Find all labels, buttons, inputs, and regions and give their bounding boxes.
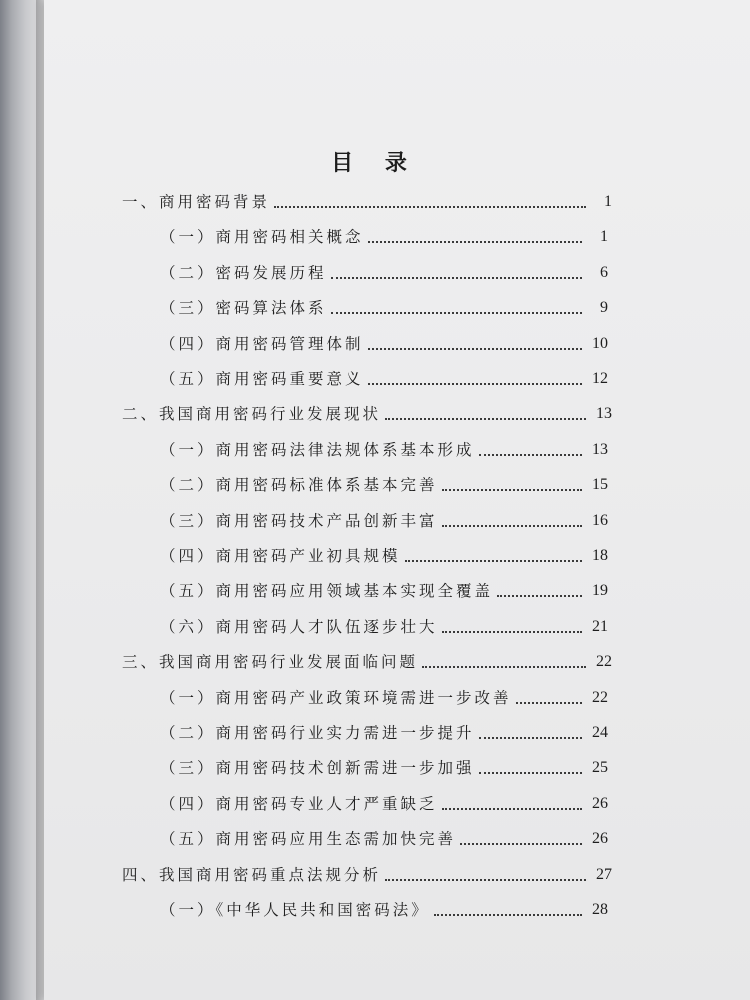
toc-page-number: 1 xyxy=(600,228,608,245)
toc-entry xyxy=(160,334,608,354)
toc-entry-label: （四）商用密码产业初具规模 xyxy=(160,547,401,565)
toc-entry-label: 一、商用密码背景 xyxy=(122,193,271,211)
toc-page-number: 24 xyxy=(592,724,608,741)
dot-leader xyxy=(497,595,582,597)
dot-leader xyxy=(368,383,582,385)
toc-entry-label: （四）商用密码专业人才严重缺乏 xyxy=(160,795,438,813)
toc-page-number: 13 xyxy=(592,441,608,458)
toc-page-number: 18 xyxy=(592,547,608,564)
dot-leader xyxy=(385,418,586,420)
toc-entry xyxy=(160,758,608,778)
dot-leader xyxy=(442,489,582,491)
dot-leader xyxy=(434,914,582,916)
toc-entry xyxy=(160,829,608,849)
toc-page-number: 27 xyxy=(596,866,612,883)
dot-leader xyxy=(368,348,582,350)
toc-entry-label: （一）商用密码法律法规体系基本形成 xyxy=(160,441,475,459)
toc-entry xyxy=(160,617,608,637)
toc-entry xyxy=(160,723,608,743)
toc-entry xyxy=(160,369,608,389)
toc-entry-label: 四、我国商用密码重点法规分析 xyxy=(122,866,382,884)
toc-entry-label: （二）商用密码行业实力需进一步提升 xyxy=(160,724,475,742)
toc-entry-label: （三）商用密码技术产品创新丰富 xyxy=(160,512,438,530)
dot-leader xyxy=(368,241,582,243)
toc-entry xyxy=(160,546,608,566)
dot-leader xyxy=(479,454,582,456)
toc-entry xyxy=(160,511,608,531)
toc-entry-label: （二）密码发展历程 xyxy=(160,264,327,282)
toc-entry-label: （五）商用密码应用领域基本实现全覆盖 xyxy=(160,582,494,600)
dot-leader xyxy=(331,312,582,314)
dot-leader xyxy=(460,843,582,845)
toc-page-number: 12 xyxy=(592,370,608,387)
toc-entry-label: （六）商用密码人才队伍逐步壮大 xyxy=(160,618,438,636)
toc-entry xyxy=(122,865,612,885)
toc-entry xyxy=(160,440,608,460)
toc-entry-label: （二）商用密码标准体系基本完善 xyxy=(160,476,438,494)
toc-entry xyxy=(160,581,608,601)
toc-entry-label: （三）密码算法体系 xyxy=(160,299,327,317)
toc-page-number: 1 xyxy=(604,193,612,210)
toc-entry xyxy=(160,688,608,708)
toc-entry xyxy=(122,652,612,672)
toc-entry-label: （一）《中华人民共和国密码法》 xyxy=(160,901,430,919)
dot-leader xyxy=(479,737,582,739)
toc-entry xyxy=(160,794,608,814)
toc-page-number: 9 xyxy=(600,299,608,316)
toc-entry xyxy=(160,475,608,495)
toc-page-number: 15 xyxy=(592,476,608,493)
toc-page-number: 22 xyxy=(596,653,612,670)
dot-leader xyxy=(516,702,582,704)
dot-leader xyxy=(442,808,582,810)
toc-page-number: 22 xyxy=(592,689,608,706)
toc-entry-label: （四）商用密码管理体制 xyxy=(160,335,364,353)
toc-page-number: 26 xyxy=(592,830,608,847)
toc-entry-label: （五）商用密码应用生态需加快完善 xyxy=(160,830,457,848)
toc-page-number: 28 xyxy=(592,901,608,918)
dot-leader xyxy=(331,277,582,279)
toc-entry-label: 二、我国商用密码行业发展现状 xyxy=(122,405,382,423)
toc-entry-label: （一）商用密码相关概念 xyxy=(160,228,364,246)
toc-page-number: 26 xyxy=(592,795,608,812)
toc-entry-label: （一）商用密码产业政策环境需进一步改善 xyxy=(160,689,512,707)
toc-title: 目 录 xyxy=(331,151,419,176)
toc-entry xyxy=(160,263,608,283)
toc-page-number: 10 xyxy=(592,335,608,352)
toc-entry xyxy=(160,298,608,318)
toc-entry xyxy=(122,404,612,424)
toc-page-number: 13 xyxy=(596,405,612,422)
dot-leader xyxy=(479,772,582,774)
toc-entry xyxy=(160,900,608,920)
toc-entry xyxy=(122,192,612,212)
toc-entry-label: （三）商用密码技术创新需进一步加强 xyxy=(160,759,475,777)
toc-page-number: 6 xyxy=(600,264,608,281)
dot-leader xyxy=(405,560,582,562)
toc-entry-label: 三、我国商用密码行业发展面临问题 xyxy=(122,653,419,671)
dot-leader xyxy=(422,666,586,668)
toc-page-number: 19 xyxy=(592,582,608,599)
toc-page-number: 21 xyxy=(592,618,608,635)
toc-page-number: 25 xyxy=(592,759,608,776)
toc-page-number: 16 xyxy=(592,512,608,529)
toc-entry-label: （五）商用密码重要意义 xyxy=(160,370,364,388)
dot-leader xyxy=(442,525,582,527)
dot-leader xyxy=(385,879,586,881)
dot-leader xyxy=(274,206,586,208)
dot-leader xyxy=(442,631,582,633)
toc-entry xyxy=(160,227,608,247)
